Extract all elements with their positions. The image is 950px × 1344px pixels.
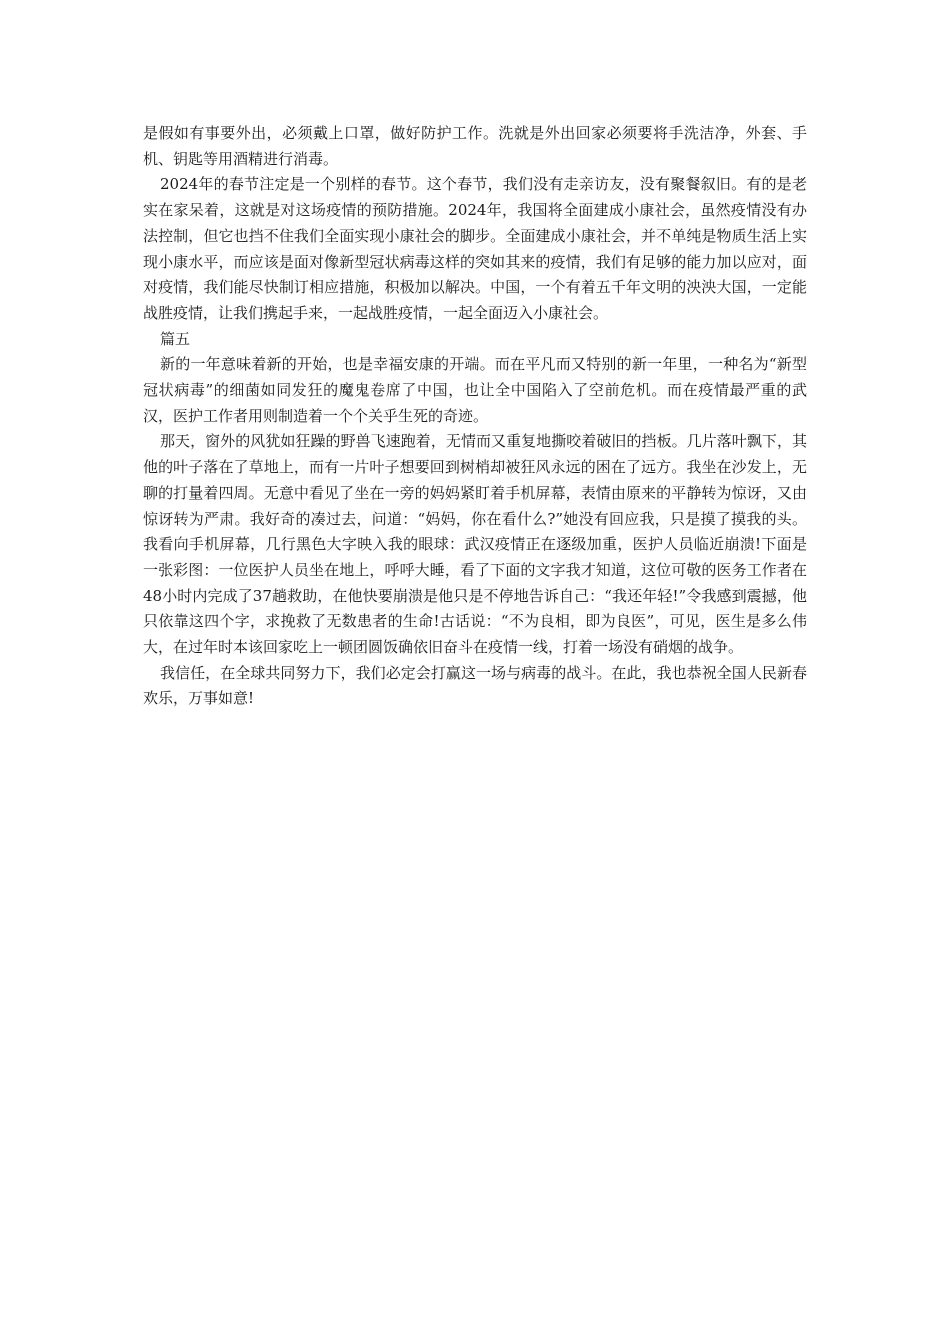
paragraph-protection-tips: 是假如有事要外出，必须戴上口罩，做好防护工作。洗就是外出回家必须要将手洗洁净，外套、手机、钥匙等用酒精进行消毒。 (143, 124, 807, 168)
document-body (143, 121, 807, 712)
paragraph-closing: 我信任，在全球共同努力下，我们必定会打赢这一场与病毒的战斗。在此，我也恭祝全国人民新春欢乐，万事如意! (143, 663, 807, 708)
paragraph-new-year: 新的一年意味着新的开始，也是幸福安康的开端。而在平凡而又特别的新一年里，一种名为“新型冠状病毒”的细菌如同发狂的魔鬼卷席了中国，也让全中国陷入了空前危机。而在疫情最严重的武汉，医护工作者用则制造着一个个关乎生死的奇迹。 (143, 355, 807, 425)
section-heading-part-five: 篇五 (160, 329, 191, 348)
paragraph-that-day: 那天，窗外的风犹如狂躁的野兽飞速跑着，无情而又重复地撕咬着破旧的挡板。几片落叶飘下，其他的叶子落在了草地上，而有一片叶子想要回到树梢却被狂风永远的困在了远方。我坐在沙发上，无聊的打量着四周。无意中看见了坐在一旁的妈妈紧盯着手机屏幕，表情由原来的平静转为惊讶，又由惊讶转为严肃。我好奇的凑过去，问道：“妈妈，你在看什么?”她没有回应我，只是摸了摸我的头。我看向手机屏幕，几行黑色大字映入我的眼球：武汉疫情正在逐级加重，医护人员临近崩溃!下面是一张彩图：一位医护人员坐在地上，呼呼大睡，看了下面的文字我才知道，这位可敬的医务工作者在48小时内完成了37趟救助，在他快要崩溃是他只是不停地告诉自己：“我还年轻!”令我感到震撼，他只依靠这四个字，求挽救了无数患者的生命!古话说：“不为良相，即为良医”，可见，医生是多么伟大，在过年时本该回家吃上一顿团圆饭确依旧奋斗在疫情一线，打着一场没有硝烟的战争。 (143, 432, 807, 657)
paragraph-spring-festival: 2024年的春节注定是一个别样的春节。这个春节，我们没有走亲访友，没有聚餐叙旧。有的是老实在家呆着，这就是对这场疫情的预防措施。2024年，我国将全面建成小康社会，虽然疫情没有办法控制，但它也挡不住我们全面实现小康社会的脚步。全面建成小康社会，并不单纯是物质生活上实现小康水平，而应该是面对像新型冠状病毒这样的突如其来的疫情，我们有足够的能力加以应对，面对疫情，我们能尽快制订相应措施，积极加以解决。中国，一个有着五千年文明的泱泱大国，一定能战胜疫情，让我们携起手来，一起战胜疫情，一起全面迈入小康社会。 (143, 175, 807, 322)
